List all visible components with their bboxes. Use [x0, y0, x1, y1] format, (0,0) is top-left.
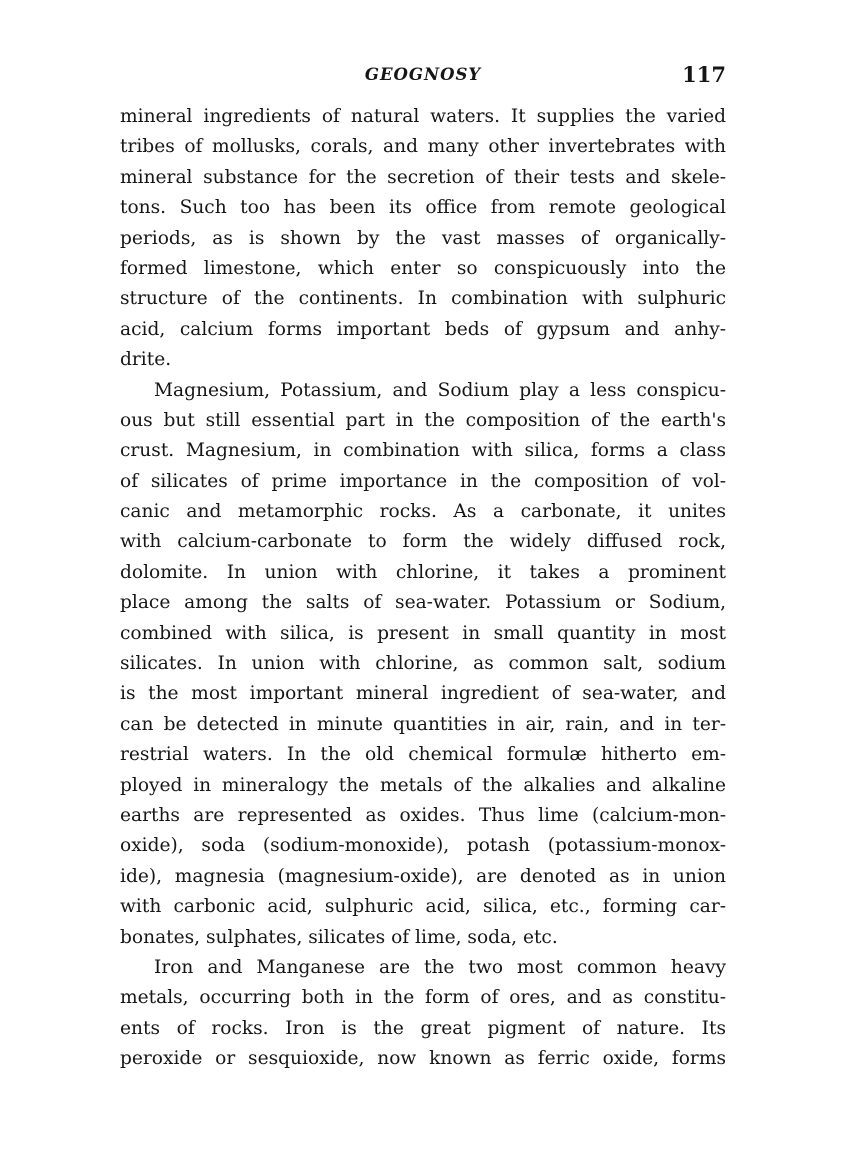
text-line: silicates. In union with chlorine, as common salt, sodium — [120, 653, 726, 675]
text-line: with carbonic acid, sulphuric acid, silica, etc., forming car- — [120, 896, 726, 918]
text-line: tribes of mollusks, corals, and many other invertebrates with — [120, 136, 726, 158]
text-line: place among the salts of sea-water. Potassium or Sodium, — [120, 592, 726, 614]
text-line: ous but still essential part in the composition of the earth's — [120, 409, 726, 431]
text-line: canic and metamorphic rocks. As a carbonate, it unites — [120, 501, 726, 523]
text-line: peroxide or sesquioxide, now known as ferric oxide, forms — [120, 1048, 726, 1070]
text-line: mineral substance for the secretion of their tests and skele- — [120, 166, 726, 188]
text-line: crust. Magnesium, in combination with silica, forms a class — [120, 440, 726, 462]
page-number: 117 — [682, 62, 726, 87]
text-line: metals, occurring both in the form of ores, and as constitu- — [120, 987, 726, 1009]
text-line: ployed in mineralogy the metals of the alkalies and alkaline — [120, 774, 726, 796]
text-line: ents of rocks. Iron is the great pigment of nature. Its — [120, 1017, 726, 1039]
text-line: acid, calcium forms important beds of gypsum and anhy- — [120, 318, 726, 340]
text-line: ide), magnesia (magnesium-oxide), are denoted as in union — [120, 865, 726, 887]
text-line: combined with silica, is present in small quantity in most — [120, 622, 726, 644]
text-line: structure of the continents. In combination with sulphuric — [120, 288, 726, 310]
text-line: bonates, sulphates, silicates of lime, soda, etc. — [120, 926, 558, 948]
text-line: dolomite. In union with chlorine, it takes a prominent — [120, 561, 726, 583]
paragraph-first-line: Iron and Manganese are the two most common heavy — [154, 956, 726, 978]
text-line: mineral ingredients of natural waters. It supplies the varied — [120, 106, 726, 127]
text-line: of silicates of prime importance in the composition of vol- — [120, 470, 726, 492]
text-line: tons. Such too has been its office from remote geological — [120, 197, 726, 219]
text-line: is the most important mineral ingredient of sea-water, and — [120, 683, 726, 705]
body-text — [120, 102, 726, 1075]
text-line: drite. — [120, 349, 172, 371]
text-line: can be detected in minute quantities in air, rain, and in ter- — [120, 713, 726, 735]
text-line: earths are represented as oxides. Thus lime (calcium-mon- — [120, 804, 726, 826]
text-line: periods, as is shown by the vast masses of organically- — [120, 227, 726, 249]
text-line: oxide), soda (sodium-monoxide), potash (potassium-monox- — [120, 835, 726, 857]
text-line: formed limestone, which enter so conspicuously into the — [120, 257, 726, 279]
paragraph-first-line: Magnesium, Potassium, and Sodium play a less conspicu- — [154, 379, 726, 401]
running-title: GEOGNOSY — [364, 65, 482, 84]
text-line: restrial waters. In the old chemical formulæ hitherto em- — [120, 744, 726, 766]
text-line: with calcium-carbonate to form the widely diffused rock, — [120, 531, 726, 553]
running-head — [120, 60, 726, 90]
